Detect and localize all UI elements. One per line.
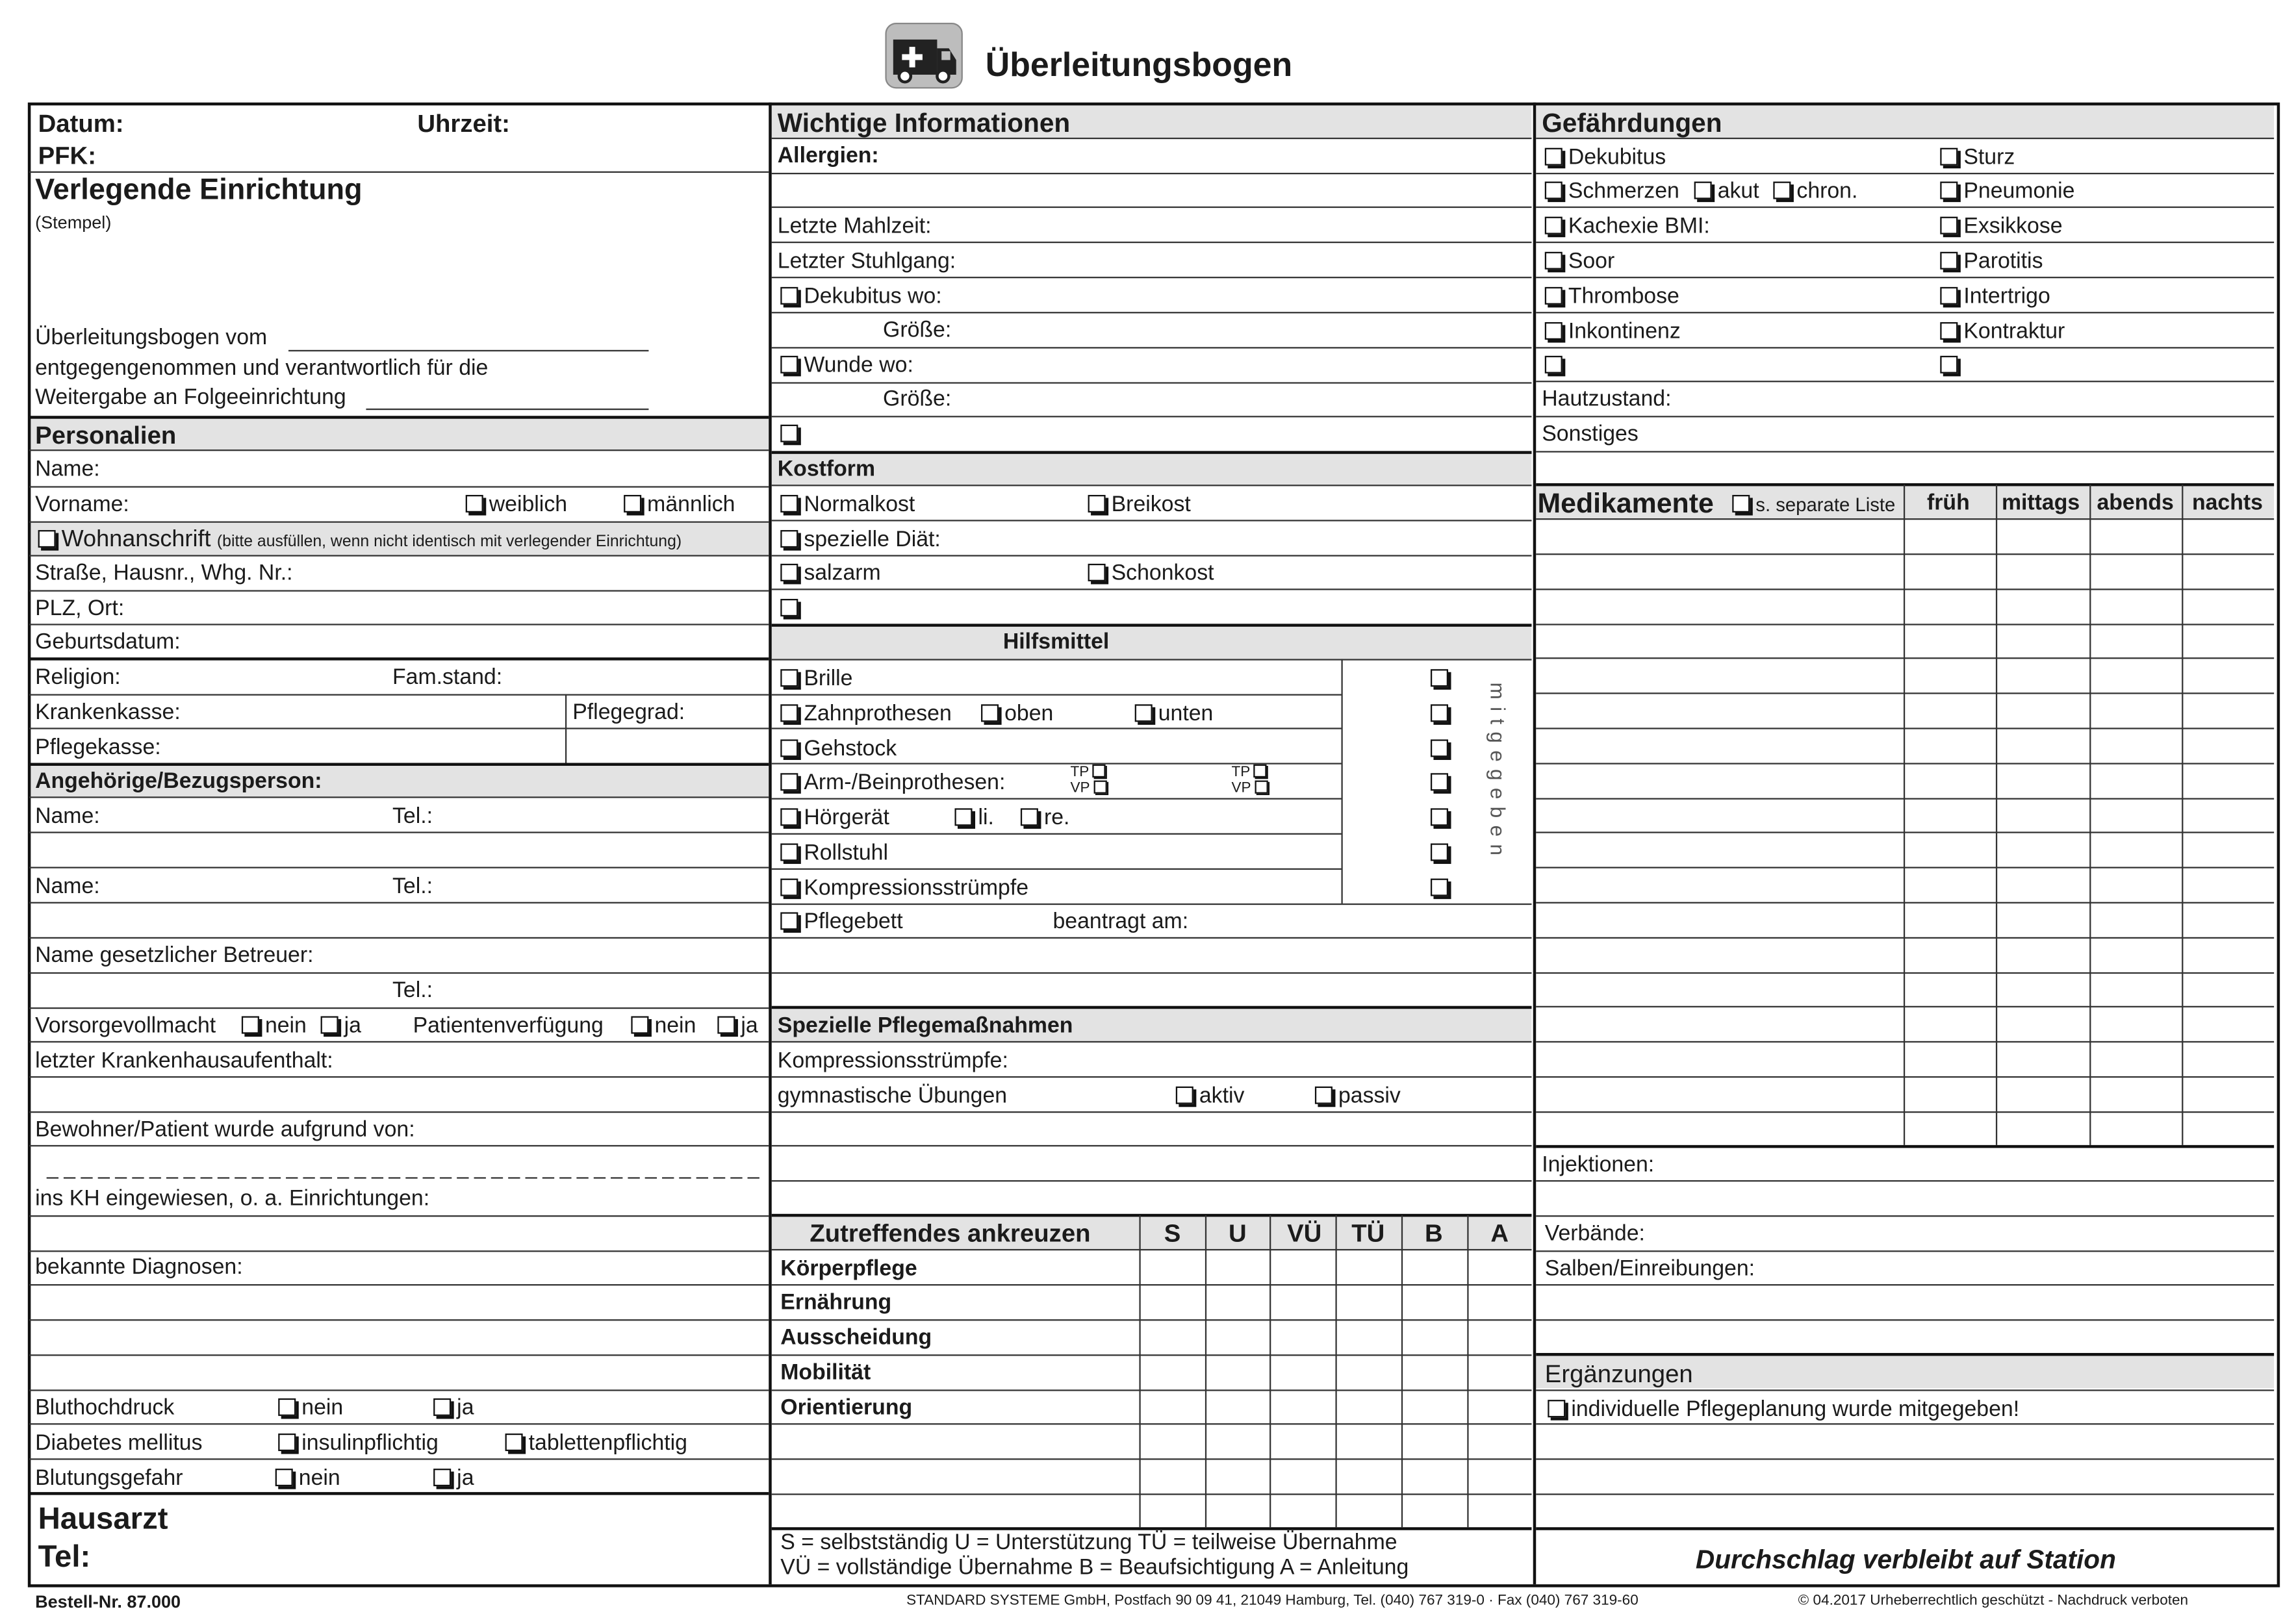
kachexie-checkbox[interactable] (1545, 215, 1710, 237)
pflegebett-label: Pflegebett (804, 909, 903, 935)
kachexie-label: Kachexie BMI: (1568, 214, 1710, 239)
insulin-checkbox[interactable] (278, 1432, 439, 1454)
row-ausscheidung: Ausscheidung (780, 1325, 932, 1350)
name-field[interactable]: Name: (35, 457, 100, 482)
col-s: S (1164, 1219, 1181, 1248)
weiblich-checkbox[interactable] (466, 494, 567, 516)
insulin-label: insulinpflichtig (301, 1430, 439, 1456)
letzterkh-field[interactable]: letzter Krankenhausaufenthalt: (35, 1048, 333, 1074)
oben-checkbox[interactable] (981, 703, 1053, 725)
maennlich-label: männlich (647, 492, 735, 517)
stuhlgang-field[interactable]: Letzter Stuhlgang: (777, 249, 956, 274)
gefaehrdungen-heading: Gefährdungen (1542, 108, 1722, 138)
pflegekasse-field[interactable]: Pflegekasse: (35, 735, 161, 760)
angehoerige-name1[interactable]: Name: (35, 803, 100, 829)
uhrzeit-label: Uhrzeit: (417, 110, 510, 138)
unten-checkbox[interactable] (1135, 703, 1214, 725)
company-info: STANDARD SYSTEME GmbH, Postfach 90 09 41, 21049 Hamburg, Tel. (040) 767 319-0 · Fax (040) 767 319-60 (906, 1593, 1639, 1610)
ambulance-icon (884, 22, 963, 90)
hausarzt-heading: Hausarzt (38, 1502, 168, 1536)
soor-checkbox[interactable] (1545, 250, 1614, 272)
dekubitus-wo-checkbox[interactable] (780, 286, 941, 308)
betreuer-field[interactable]: Name gesetzlicher Betreuer: (35, 942, 314, 968)
pflegebett-checkbox[interactable] (780, 911, 902, 933)
parotitis-checkbox[interactable] (1940, 250, 2043, 272)
re-checkbox[interactable] (1021, 807, 1070, 829)
wunde-wo-checkbox[interactable] (780, 355, 913, 377)
blutung-label: Blutungsgefahr (35, 1465, 183, 1491)
uebl-date-line[interactable] (288, 350, 648, 351)
separate-liste-label: s. separate Liste (1755, 493, 1896, 516)
uebl-line1: Überleitungsbogen vom (35, 325, 268, 350)
betreuer-tel[interactable]: Tel.: (392, 978, 433, 1004)
zahnprothesen-checkbox[interactable] (780, 703, 951, 725)
col-u: U (1228, 1219, 1247, 1248)
dekubitus-groesse[interactable]: Größe: (883, 318, 952, 343)
wunde-groesse[interactable]: Größe: (883, 386, 952, 412)
zahnprothesen-label: Zahnprothesen (804, 701, 952, 727)
wohnanschrift-hint: (bitte ausfüllen, wenn nicht identisch mit verlegender Einrichtung) (216, 533, 682, 551)
vp-right-label: VP (1231, 780, 1251, 797)
diagnosen-field[interactable]: bekannte Diagnosen: (35, 1254, 243, 1280)
extra-checkbox-1[interactable] (780, 423, 804, 445)
diabetes-label: Diabetes mellitus (35, 1430, 203, 1456)
uebl-name-line[interactable] (366, 409, 648, 410)
re-label: re. (1043, 805, 1070, 831)
col-mittags: mittags (2001, 490, 2080, 516)
patverf-nein-checkbox[interactable] (631, 1015, 696, 1037)
passiv-checkbox[interactable] (1315, 1085, 1401, 1107)
bewohner-field[interactable]: Bewohner/Patient wurde aufgrund von: (35, 1117, 415, 1143)
mitgegeben-checkbox-1[interactable] (1431, 668, 1454, 690)
col-a: A (1490, 1219, 1509, 1248)
extra-checkbox-2[interactable] (780, 598, 804, 620)
gymnastik-label: gymnastische Übungen (777, 1083, 1008, 1109)
mitgegeben-checkbox-5[interactable] (1431, 807, 1454, 829)
diaet-checkbox[interactable] (780, 529, 941, 551)
angehoerige-tel1[interactable]: Tel.: (392, 803, 433, 829)
col-vue: VÜ (1287, 1219, 1322, 1248)
pflegegrad-field[interactable]: Pflegegrad: (572, 700, 685, 725)
extra-risk-checkbox-right[interactable] (1940, 355, 1963, 377)
schonkost-label: Schonkost (1111, 561, 1214, 586)
individuelle-label: individuelle Pflegeplanung wurde mitgegeben! (1571, 1397, 2020, 1422)
mitgegeben-checkbox-6[interactable] (1431, 842, 1454, 864)
thrombose-label: Thrombose (1568, 284, 1679, 309)
stempel-label: (Stempel) (35, 212, 112, 233)
individuelle-checkbox[interactable] (1548, 1398, 2019, 1421)
salzarm-checkbox[interactable] (780, 563, 880, 585)
hausarzt-tel[interactable]: Tel: (38, 1540, 91, 1574)
extra-risk-checkbox-left[interactable] (1545, 355, 1568, 377)
vorname-field[interactable]: Vorname: (35, 492, 129, 517)
patverf-ja-label: ja (741, 1013, 758, 1039)
wohnanschrift-checkbox[interactable] (38, 529, 682, 552)
hoergeraet-checkbox[interactable] (780, 807, 889, 829)
inkontinenz-checkbox[interactable] (1545, 321, 1681, 343)
intertrigo-label: Intertrigo (1963, 284, 2050, 309)
verlegende-heading: Verlegende Einrichtung (35, 174, 363, 207)
patverf-label: Patientenverfügung (413, 1013, 604, 1039)
armbein-checkbox[interactable] (780, 772, 1005, 794)
dekubitus-risk-checkbox[interactable] (1545, 146, 1666, 168)
personalien-heading: Personalien (35, 422, 177, 450)
vp-right[interactable] (1231, 781, 1273, 797)
allergien-field[interactable]: Allergien: (777, 143, 879, 169)
schmerzen-checkbox[interactable] (1545, 180, 1679, 202)
exsikkose-label: Exsikkose (1963, 214, 2063, 239)
akut-checkbox[interactable] (1694, 180, 1759, 202)
copyright: © 04.2017 Urheberrechtlich geschützt - Nachdruck verboten (1798, 1593, 2189, 1610)
row-orientierung: Orientierung (780, 1395, 913, 1421)
col-nachts: nachts (2191, 490, 2263, 516)
tp-left[interactable] (1071, 765, 1112, 781)
page-title: Überleitungsbogen (985, 45, 1293, 84)
kompression-label: Kompressionsstrümpfe (804, 876, 1029, 901)
zutreffendes-heading: Zutreffendes ankreuzen (810, 1219, 1091, 1248)
rollstuhl-label: Rollstuhl (804, 840, 889, 866)
tp-left-label: TP (1070, 764, 1089, 781)
vorsorge-nein-checkbox[interactable] (242, 1015, 307, 1037)
wohnanschrift-label: Wohnanschrift (61, 527, 211, 552)
gehstock-label: Gehstock (804, 736, 897, 762)
bluthoch-nein-label: nein (301, 1395, 344, 1421)
verbaende-field[interactable]: Verbände: (1544, 1221, 1645, 1246)
pneumonie-checkbox[interactable] (1940, 180, 2074, 202)
tp-right-label: TP (1231, 764, 1250, 781)
mahlzeit-field[interactable]: Letzte Mahlzeit: (777, 214, 932, 239)
angehoerige-name2[interactable]: Name: (35, 874, 100, 900)
col-frueh: früh (1927, 490, 1970, 516)
blutung-nein-checkbox[interactable] (275, 1467, 340, 1489)
armbein-label: Arm-/Beinprothesen: (804, 770, 1006, 796)
hautzustand-field[interactable]: Hautzustand: (1542, 386, 1672, 412)
angehoerige-tel2[interactable]: Tel.: (392, 874, 433, 900)
salben-field[interactable]: Salben/Einreibungen: (1544, 1256, 1755, 1282)
vorsorge-nein-label: nein (264, 1013, 307, 1039)
sturz-checkbox[interactable] (1940, 146, 2015, 168)
inkontinenz-label: Inkontinenz (1568, 319, 1681, 344)
col-b: B (1424, 1219, 1443, 1248)
col-tue: TÜ (1351, 1219, 1385, 1248)
tabletten-label: tablettenpflichtig (528, 1430, 687, 1456)
uebl-line3: Weitergabe an Folgeeinrichtung (35, 385, 346, 411)
uebl-line2: entgegengenommen und verantwortlich für die (35, 355, 489, 381)
vorsorge-ja-checkbox[interactable] (321, 1015, 361, 1037)
dekubitus-wo-label: Dekubitus wo: (804, 284, 942, 309)
schonkost-checkbox[interactable] (1088, 563, 1214, 585)
kontraktur-label: Kontraktur (1963, 319, 2065, 344)
oben-label: oben (1004, 701, 1054, 727)
hilfsmittel-heading: Hilfsmittel (1002, 629, 1110, 655)
blutung-nein-label: nein (298, 1465, 340, 1491)
vorsorge-ja-label: ja (344, 1013, 361, 1039)
famstand-field[interactable]: Fam.stand: (392, 664, 503, 690)
row-mobilitaet: Mobilität (780, 1360, 871, 1385)
row-ernaehrung: Ernährung (780, 1290, 892, 1315)
pfk-label: PFK: (38, 142, 97, 170)
dash-line: _ _ _ _ _ _ _ _ _ _ _ _ _ _ _ _ _ _ _ _ _ _ _ _ _ _ _ _ _ _ _ _ _ _ _ _ _ _ _ _ _ _ (47, 1155, 759, 1179)
krankenkasse-field[interactable]: Krankenkasse: (35, 700, 181, 725)
kontraktur-checkbox[interactable] (1940, 321, 2065, 343)
intertrigo-checkbox[interactable] (1940, 286, 2050, 308)
kompression-checkbox[interactable] (780, 877, 1028, 899)
maennlich-checkbox[interactable] (624, 494, 735, 516)
chron-checkbox[interactable] (1773, 180, 1857, 202)
exsikkose-checkbox[interactable] (1940, 215, 2062, 237)
hoergeraet-label: Hörgerät (804, 805, 889, 831)
datum-label: Datum: (38, 110, 124, 138)
kostform-heading: Kostform (777, 457, 876, 482)
mitgegeben-label: mitgegeben (1486, 682, 1510, 863)
mitgegeben-checkbox-4[interactable] (1431, 772, 1454, 794)
brille-checkbox[interactable] (780, 668, 852, 690)
li-label: li. (978, 805, 994, 831)
bluthoch-ja-checkbox[interactable] (433, 1397, 474, 1419)
passiv-label: passiv (1338, 1083, 1401, 1109)
bluthoch-ja-label: ja (457, 1395, 474, 1421)
li-checkbox[interactable] (954, 807, 994, 829)
tp-right[interactable] (1231, 765, 1273, 781)
wichtige-heading: Wichtige Informationen (777, 108, 1071, 138)
aktiv-checkbox[interactable] (1176, 1085, 1245, 1107)
legend-line2: VÜ = vollständige Übernahme B = Beaufsichtigung A = Anleitung (780, 1555, 1409, 1580)
beantragt-field[interactable]: beantragt am: (1052, 909, 1189, 935)
patverf-ja-checkbox[interactable] (717, 1015, 758, 1037)
bluthoch-nein-checkbox[interactable] (278, 1397, 343, 1419)
ergaenzungen-heading: Ergänzungen (1544, 1360, 1693, 1389)
dekubitus-risk-label: Dekubitus (1568, 145, 1666, 170)
strasse-field[interactable]: Straße, Hausnr., Whg. Nr.: (35, 561, 293, 586)
salzarm-label: salzarm (804, 561, 881, 586)
vorsorge-label: Vorsorgevollmacht (35, 1013, 216, 1039)
tabletten-checkbox[interactable] (505, 1432, 687, 1454)
unten-label: unten (1158, 701, 1214, 727)
soor-label: Soor (1568, 249, 1615, 274)
medikamente-heading: Medikamente (1537, 488, 1714, 520)
blutung-ja-checkbox[interactable] (433, 1467, 474, 1489)
geburtsdatum-field[interactable]: Geburtsdatum: (35, 629, 181, 655)
chron-label: chron. (1796, 179, 1858, 204)
pneumonie-label: Pneumonie (1963, 179, 2075, 204)
mitgegeben-checkbox-7[interactable] (1431, 877, 1454, 899)
schmerzen-label: Schmerzen (1568, 179, 1679, 204)
rollstuhl-checkbox[interactable] (780, 842, 888, 864)
separate-liste-checkbox[interactable] (1732, 494, 1895, 516)
plz-field[interactable]: PLZ, Ort: (35, 596, 125, 621)
vp-left-label: VP (1070, 780, 1090, 797)
brille-label: Brille (804, 666, 853, 692)
kompr2-field[interactable]: Kompressionsstrümpfe: (777, 1048, 1008, 1074)
breikost-label: Breikost (1111, 492, 1191, 517)
bluthoch-label: Bluthochdruck (35, 1395, 175, 1421)
akut-label: akut (1717, 179, 1759, 204)
wunde-wo-label: Wunde wo: (804, 353, 913, 378)
patverf-nein-label: nein (654, 1013, 696, 1039)
spezielle-heading: Spezielle Pflegemaßnahmen (777, 1013, 1073, 1039)
gehstock-checkbox[interactable] (780, 738, 897, 760)
weiblich-label: weiblich (489, 492, 568, 517)
angehoerige-heading: Angehörige/Bezugsperson: (35, 768, 322, 794)
mitgegeben-checkbox-3[interactable] (1431, 738, 1454, 760)
durchschlag-note: Durchschlag verbleibt auf Station (1695, 1545, 2116, 1574)
inskh-label: ins KH eingewiesen, o. a. Einrichtungen: (35, 1185, 430, 1211)
normalkost-checkbox[interactable] (780, 494, 915, 516)
diaet-label: spezielle Diät: (804, 527, 941, 552)
sonstiges-field[interactable]: Sonstiges (1542, 422, 1639, 447)
breikost-checkbox[interactable] (1088, 494, 1191, 516)
blutung-ja-label: ja (457, 1465, 474, 1491)
religion-field[interactable]: Religion: (35, 664, 121, 690)
bestell-nr: Bestell-Nr. 87.000 (35, 1591, 181, 1612)
sturz-label: Sturz (1963, 145, 2015, 170)
injektionen-field[interactable]: Injektionen: (1542, 1152, 1655, 1178)
row-koerperpflege: Körperpflege (780, 1256, 917, 1282)
parotitis-label: Parotitis (1963, 249, 2043, 274)
vp-left[interactable] (1071, 781, 1113, 797)
aktiv-label: aktiv (1199, 1083, 1245, 1109)
normalkost-label: Normalkost (804, 492, 915, 517)
legend-line1: S = selbstständig U = Unterstützung TÜ = teilweise Übernahme (780, 1530, 1397, 1556)
col-abends: abends (2097, 490, 2174, 516)
mitgegeben-checkbox-2[interactable] (1431, 703, 1454, 725)
thrombose-checkbox[interactable] (1545, 286, 1679, 308)
